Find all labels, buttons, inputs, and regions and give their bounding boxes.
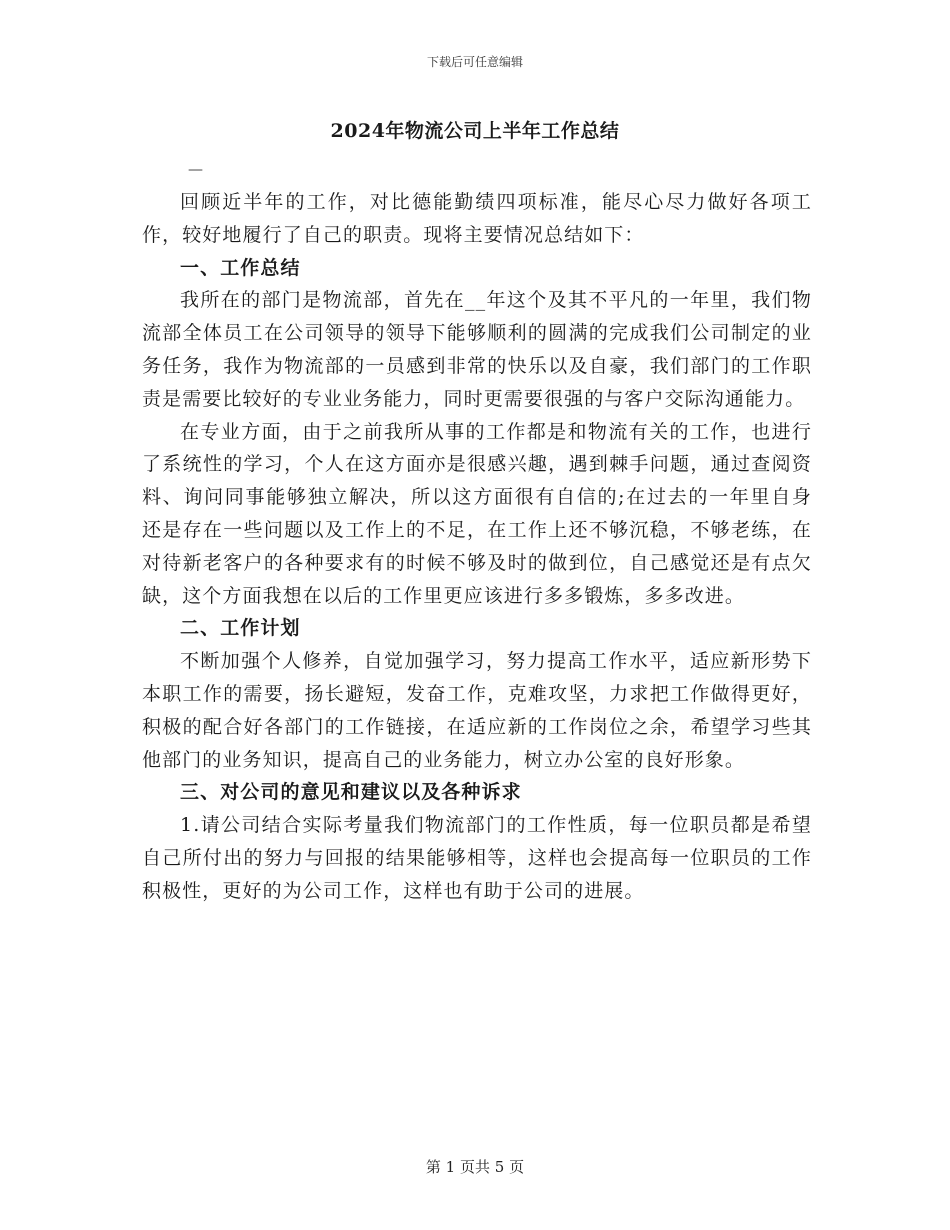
header-note: 下载后可任意编辑 — [426, 55, 523, 69]
document-body — [142, 186, 812, 908]
document-title: 2024年物流公司上半年工作总结 — [330, 120, 620, 142]
dash-marker: — — [188, 160, 203, 178]
plan-paragraph: 不断加强个人修养，自觉加强学习，努力提高工作水平，适应新形势下本职工作的需要，扬长避短，发奋工作，克难攻坚，力求把工作做得更好，积极的配合好各部门的工作链接，在适应新的工作岗位之余，希望学习些其他部门的业务知识，提高自己的业务能力，树立办公室的良好形象。 — [142, 650, 812, 771]
section-heading-plan: 二、工作计划 — [180, 617, 301, 640]
intro-paragraph: 回顾近半年的工作，对比德能勤绩四项标准，能尽心尽力做好各项工作，较好地履行了自己的职责。现将主要情况总结如下： — [142, 191, 812, 246]
section-heading-suggestions: 三、对公司的意见和建议以及各种诉求 — [180, 781, 522, 804]
summary-paragraph-2: 在专业方面，由于之前我所从事的工作都是和物流有关的工作，也进行了系统性的学习，个人在这方面亦是很感兴趣，遇到棘手问题，通过查阅资料、询问同事能够独立解决，所以这方面很有自信的;在过去的一年里自身还是存在一些问题以及工作上的不足，在工作上还不够沉稳，不够老练，在对待新老客户的各种要求有的时候不够及时的做到位，自己感觉还是有点欠缺，这个方面我想在以后的工作里更应该进行多多锻炼，多多改进。 — [142, 420, 812, 607]
suggestion-paragraph-1: 1.请公司结合实际考量我们物流部门的工作性质，每一位职员都是希望自己所付出的努力与回报的结果能够相等，这样也会提高每一位职员的工作积极性，更好的为公司工作，这样也有助于公司的进展。 — [142, 814, 812, 902]
summary-paragraph-1: 我所在的部门是物流部，首先在__年这个及其不平凡的一年里，我们物流部全体员工在公司领导的领导下能够顺利的圆满的完成我们公司制定的业务任务，我作为物流部的一员感到非常的快乐以及自豪，我们部门的工作职责是需要比较好的专业业务能力，同时更需要很强的与客户交际沟通能力。 — [142, 289, 812, 410]
section-heading-summary: 一、工作总结 — [180, 256, 301, 279]
page-footer: 第 1 页共 5 页 — [425, 1158, 525, 1176]
